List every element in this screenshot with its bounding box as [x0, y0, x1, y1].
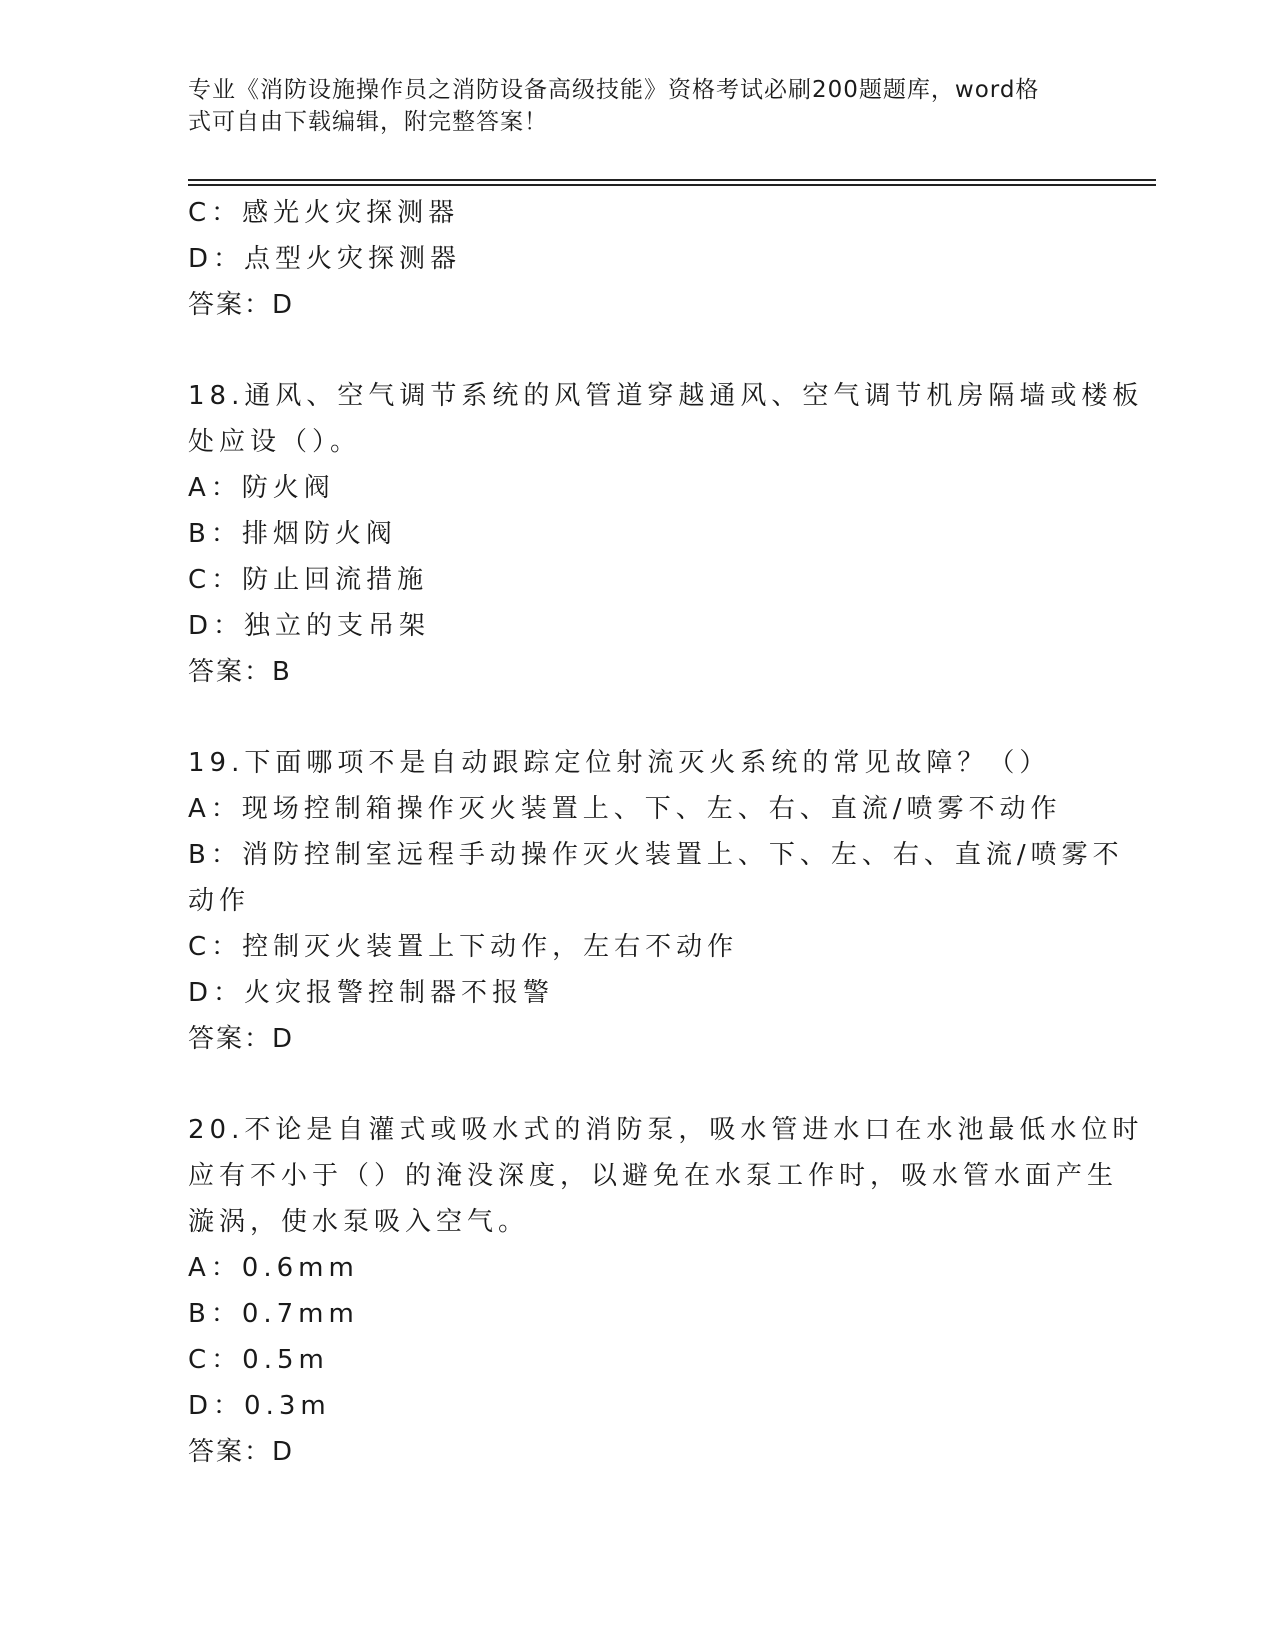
option-b-line: B：消防控制室远程手动操作灭火装置上、下、左、右、直流/喷雾不	[188, 840, 1124, 870]
header-line-1: 专业《消防设施操作员之消防设备高级技能》资格考试必刷200题题库，word格	[188, 77, 1040, 103]
option-b: B：0.7mm	[188, 1299, 359, 1329]
header-divider-top	[188, 179, 1156, 181]
document-header	[188, 74, 1088, 138]
option-a: A：防火阀	[188, 473, 335, 503]
question-19	[188, 740, 1124, 1062]
option-c: C：0.5m	[188, 1345, 329, 1375]
question-stem-line: 18.通风、空气调节系统的风管道穿越通风、空气调节机房隔墙或楼板	[188, 381, 1144, 411]
spacer	[188, 695, 1088, 740]
option-a: A：0.6mm	[188, 1253, 359, 1283]
option-d: D：点型火灾探测器	[188, 244, 462, 274]
option-b: B：排烟防火阀	[188, 519, 397, 549]
option-b-line: 动作	[188, 886, 251, 916]
answer: 答案：D	[188, 290, 295, 320]
header-line-2: 式可自由下载编辑，附完整答案！	[188, 109, 548, 135]
option-d: D：火灾报警控制器不报警	[188, 978, 555, 1008]
answer: 答案：B	[188, 657, 292, 687]
option-c: C：防止回流措施	[188, 565, 429, 595]
question-stem-line: 处应设（）。	[188, 427, 362, 457]
spacer	[188, 1062, 1088, 1107]
question-20	[188, 1107, 1144, 1475]
option-a: A：现场控制箱操作灭火装置上、下、左、右、直流/喷雾不动作	[188, 794, 1062, 824]
option-c: C：控制灭火装置上下动作，左右不动作	[188, 932, 739, 962]
question-stem-line: 19.下面哪项不是自动跟踪定位射流灭火系统的常见故障？（）	[188, 748, 1051, 778]
question-stem-line: 漩涡，使水泵吸入空气。	[188, 1207, 530, 1237]
answer: 答案：D	[188, 1024, 295, 1054]
option-d: D：0.3m	[188, 1391, 331, 1421]
question-stem-line: 应有不小于（）的淹没深度，以避免在水泵工作时，吸水管水面产生	[188, 1161, 1119, 1191]
option-c: C：感光火灾探测器	[188, 198, 460, 228]
answer: 答案：D	[188, 1437, 295, 1467]
question-content	[188, 190, 1144, 1475]
spacer	[188, 328, 1088, 373]
header-divider-bottom	[188, 184, 1156, 186]
question-17-tail	[188, 190, 1088, 328]
option-d: D：独立的支吊架	[188, 611, 431, 641]
question-18	[188, 373, 1144, 695]
question-stem-line: 20.不论是自灌式或吸水式的消防泵，吸水管进水口在水池最低水位时	[188, 1115, 1144, 1145]
